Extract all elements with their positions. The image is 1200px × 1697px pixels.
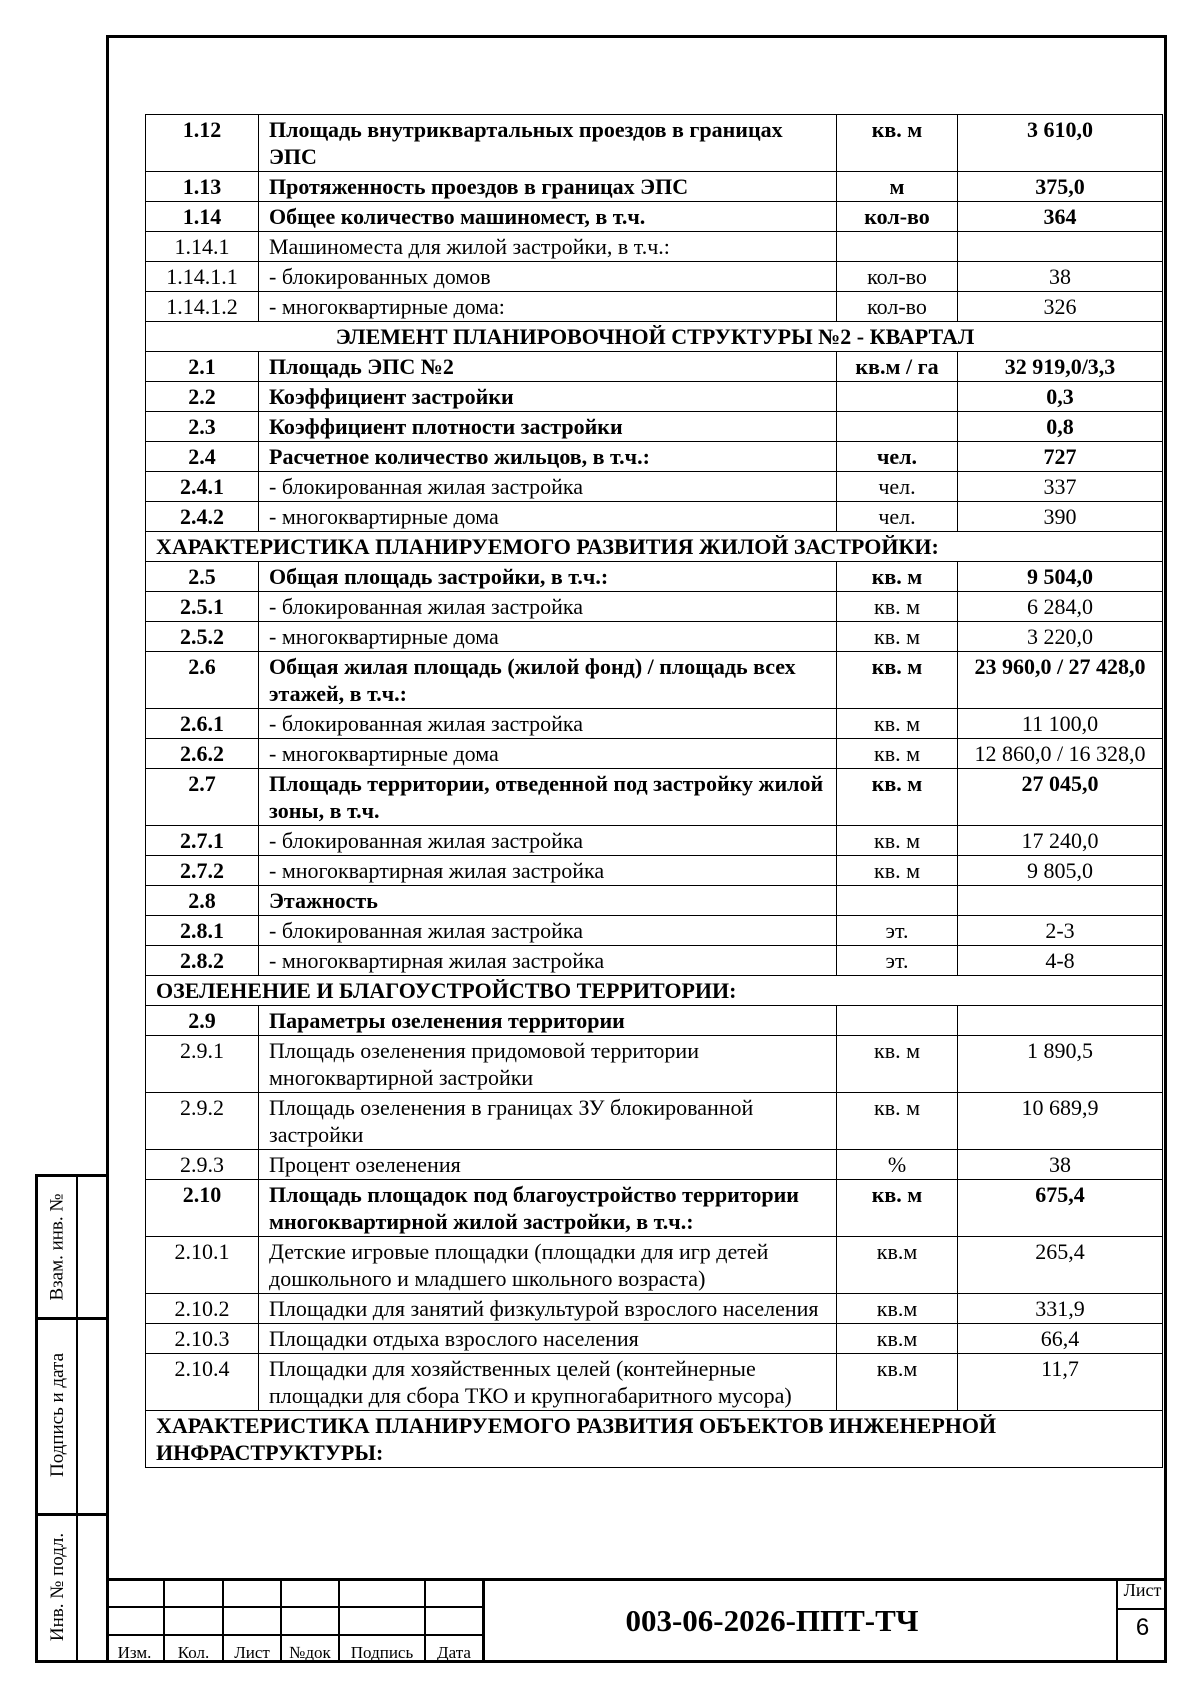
row-unit: кол-во bbox=[837, 262, 958, 292]
row-unit: эт. bbox=[837, 916, 958, 946]
row-unit: кв. м bbox=[837, 739, 958, 769]
row-number: 2.8 bbox=[146, 886, 259, 916]
row-value: 23 960,0 / 27 428,0 bbox=[958, 652, 1163, 709]
row-unit: кв. м bbox=[837, 709, 958, 739]
row-name: Общая жилая площадь (жилой фонд) / площадь всех этажей, в т.ч.: bbox=[259, 652, 837, 709]
row-value: 11 100,0 bbox=[958, 709, 1163, 739]
row-unit: кв.м bbox=[837, 1324, 958, 1354]
row-unit bbox=[837, 1006, 958, 1036]
row-unit: эт. bbox=[837, 946, 958, 976]
row-number: 2.6.2 bbox=[146, 739, 259, 769]
row-unit: кв. м bbox=[837, 1093, 958, 1150]
table-row bbox=[146, 592, 1163, 622]
side-stamp-podpis-label: Подпись и дата bbox=[47, 1352, 68, 1478]
table-row bbox=[146, 292, 1163, 322]
row-unit: кол-во bbox=[837, 292, 958, 322]
section-header-row bbox=[146, 976, 1163, 1006]
row-number: 2.6.1 bbox=[146, 709, 259, 739]
table-row bbox=[146, 1294, 1163, 1324]
stamp-label-data: Дата bbox=[437, 1643, 471, 1662]
row-unit: кв.м / га bbox=[837, 352, 958, 382]
document-code: 003-06-2026-ППТ-ТЧ bbox=[625, 1602, 919, 1638]
stamp-label-podpis: Подпись bbox=[350, 1643, 414, 1662]
row-value: 331,9 bbox=[958, 1294, 1163, 1324]
row-number: 2.10.2 bbox=[146, 1294, 259, 1324]
table-row bbox=[146, 382, 1163, 412]
row-unit: % bbox=[837, 1150, 958, 1180]
table-row bbox=[146, 1006, 1163, 1036]
row-name: Коэффициент плотности застройки bbox=[259, 412, 837, 442]
table-row bbox=[146, 1354, 1163, 1411]
table-row bbox=[146, 622, 1163, 652]
row-value: 38 bbox=[958, 1150, 1163, 1180]
row-number: 2.10.1 bbox=[146, 1237, 259, 1294]
row-value: 12 860,0 / 16 328,0 bbox=[958, 739, 1163, 769]
table-row bbox=[146, 115, 1163, 172]
row-number: 2.4 bbox=[146, 442, 259, 472]
row-value: 3 610,0 bbox=[958, 115, 1163, 172]
table-row bbox=[146, 946, 1163, 976]
section-header-row bbox=[146, 322, 1163, 352]
row-unit bbox=[837, 382, 958, 412]
row-unit: кв. м bbox=[837, 622, 958, 652]
row-number: 2.9.1 bbox=[146, 1036, 259, 1093]
table-row bbox=[146, 856, 1163, 886]
row-value: 38 bbox=[958, 262, 1163, 292]
table-row bbox=[146, 442, 1163, 472]
table-row bbox=[146, 916, 1163, 946]
table-row bbox=[146, 1036, 1163, 1093]
row-name: - многоквартирные дома bbox=[259, 622, 837, 652]
row-number: 2.4.1 bbox=[146, 472, 259, 502]
table-row bbox=[146, 1324, 1163, 1354]
table-row bbox=[146, 1180, 1163, 1237]
row-value: 66,4 bbox=[958, 1324, 1163, 1354]
row-number: 2.9.2 bbox=[146, 1093, 259, 1150]
row-number: 1.13 bbox=[146, 172, 259, 202]
row-number: 1.12 bbox=[146, 115, 259, 172]
row-name: Площадки для хозяйственных целей (контейнерные площадки для сбора ТКО и крупногабаритного мусора) bbox=[259, 1354, 837, 1411]
section-header-row bbox=[146, 1411, 1163, 1468]
row-number: 2.1 bbox=[146, 352, 259, 382]
row-value: 9 504,0 bbox=[958, 562, 1163, 592]
row-number: 2.2 bbox=[146, 382, 259, 412]
row-value: 727 bbox=[958, 442, 1163, 472]
row-name: Площадь территории, отведенной под застройку жилой зоны, в т.ч. bbox=[259, 769, 837, 826]
row-unit: кв. м bbox=[837, 856, 958, 886]
row-name: Параметры озеленения территории bbox=[259, 1006, 837, 1036]
row-value: 326 bbox=[958, 292, 1163, 322]
table-row bbox=[146, 1237, 1163, 1294]
row-number: 2.4.2 bbox=[146, 502, 259, 532]
row-unit bbox=[837, 412, 958, 442]
row-unit: кв. м bbox=[837, 592, 958, 622]
row-name: - блокированная жилая застройка bbox=[259, 592, 837, 622]
row-unit: кв.м bbox=[837, 1354, 958, 1411]
row-value: 675,4 bbox=[958, 1180, 1163, 1237]
side-stamp-vzam-label: Взам. инв. № bbox=[47, 1193, 69, 1301]
row-unit: кол-во bbox=[837, 202, 958, 232]
row-number: 2.5.2 bbox=[146, 622, 259, 652]
row-number: 2.7.2 bbox=[146, 856, 259, 886]
row-unit: м bbox=[837, 172, 958, 202]
row-name: Площадь озеленения в границах ЗУ блокированной застройки bbox=[259, 1093, 837, 1150]
row-number: 2.5.1 bbox=[146, 592, 259, 622]
row-unit: кв. м bbox=[837, 769, 958, 826]
table-row bbox=[146, 412, 1163, 442]
row-name: - многоквартирные дома bbox=[259, 739, 837, 769]
stamp-label-list: Лист bbox=[234, 1643, 270, 1662]
table-row bbox=[146, 562, 1163, 592]
table-row bbox=[146, 709, 1163, 739]
row-number: 2.5 bbox=[146, 562, 259, 592]
section-title: ХАРАКТЕРИСТИКА ПЛАНИРУЕМОГО РАЗВИТИЯ ОБЪЕКТОВ ИНЖЕНЕРНОЙ ИНФРАСТРУКТУРЫ: bbox=[146, 1411, 1163, 1468]
row-unit: чел. bbox=[837, 472, 958, 502]
row-number: 2.8.2 bbox=[146, 946, 259, 976]
row-unit: чел. bbox=[837, 442, 958, 472]
row-unit: кв. м bbox=[837, 1036, 958, 1093]
row-name: Протяженность проездов в границах ЭПС bbox=[259, 172, 837, 202]
row-name: Площадь внутриквартальных проездов в границах ЭПС bbox=[259, 115, 837, 172]
row-value: 265,4 bbox=[958, 1237, 1163, 1294]
row-name: Площадь площадок под благоустройство территории многоквартирной жилой застройки, в т.ч.: bbox=[259, 1180, 837, 1237]
table-row bbox=[146, 502, 1163, 532]
row-value: 337 bbox=[958, 472, 1163, 502]
section-title: ЭЛЕМЕНТ ПЛАНИРОВОЧНОЙ СТРУКТУРЫ №2 - КВАРТАЛ bbox=[146, 322, 1163, 352]
table-row bbox=[146, 652, 1163, 709]
row-number: 1.14.1 bbox=[146, 232, 259, 262]
row-unit: кв.м bbox=[837, 1237, 958, 1294]
row-value: 364 bbox=[958, 202, 1163, 232]
row-name: Машиноместа для жилой застройки, в т.ч.: bbox=[259, 232, 837, 262]
row-name: Коэффициент застройки bbox=[259, 382, 837, 412]
section-header-row bbox=[146, 532, 1163, 562]
row-unit: кв. м bbox=[837, 562, 958, 592]
side-stamp-vzam bbox=[35, 1174, 106, 1320]
row-value: 2-3 bbox=[958, 916, 1163, 946]
row-number: 2.7 bbox=[146, 769, 259, 826]
table-row bbox=[146, 232, 1163, 262]
row-value: 10 689,9 bbox=[958, 1093, 1163, 1150]
row-unit: кв. м bbox=[837, 826, 958, 856]
row-value: 17 240,0 bbox=[958, 826, 1163, 856]
stamp-label-kol: Кол. bbox=[177, 1643, 210, 1662]
row-value: 375,0 bbox=[958, 172, 1163, 202]
title-block bbox=[106, 1578, 1167, 1663]
table-row bbox=[146, 1150, 1163, 1180]
stamp-label-izm: Изм. bbox=[117, 1643, 152, 1662]
stamp-label-ndok: №док bbox=[289, 1643, 331, 1662]
row-name: Площадь ЭПС №2 bbox=[259, 352, 837, 382]
row-number: 2.3 bbox=[146, 412, 259, 442]
row-value: 9 805,0 bbox=[958, 856, 1163, 886]
section-title: ОЗЕЛЕНЕНИЕ И БЛАГОУСТРОЙСТВО ТЕРРИТОРИИ: bbox=[146, 976, 1163, 1006]
row-value bbox=[958, 886, 1163, 916]
row-name: Площадки для занятий физкультурой взрослого населения bbox=[259, 1294, 837, 1324]
row-number: 2.8.1 bbox=[146, 916, 259, 946]
row-value: 390 bbox=[958, 502, 1163, 532]
row-value: 27 045,0 bbox=[958, 769, 1163, 826]
side-stamp-podpis bbox=[35, 1317, 106, 1516]
row-unit: чел. bbox=[837, 502, 958, 532]
indicators-table bbox=[145, 114, 1163, 1468]
sheet-number: 6 bbox=[1135, 1614, 1150, 1641]
row-value: 0,3 bbox=[958, 382, 1163, 412]
row-name: Общее количество машиномест, в т.ч. bbox=[259, 202, 837, 232]
table-row bbox=[146, 826, 1163, 856]
row-unit: кв.м bbox=[837, 1294, 958, 1324]
table-row bbox=[146, 472, 1163, 502]
row-name: Расчетное количество жильцов, в т.ч.: bbox=[259, 442, 837, 472]
row-value: 4-8 bbox=[958, 946, 1163, 976]
table-row bbox=[146, 172, 1163, 202]
table-row bbox=[146, 202, 1163, 232]
row-number: 2.7.1 bbox=[146, 826, 259, 856]
row-name: - блокированных домов bbox=[259, 262, 837, 292]
row-name: Площадки отдыха взрослого населения bbox=[259, 1324, 837, 1354]
row-value: 0,8 bbox=[958, 412, 1163, 442]
row-name: - многоквартирная жилая застройка bbox=[259, 946, 837, 976]
table-row bbox=[146, 739, 1163, 769]
row-name: Этажность bbox=[259, 886, 837, 916]
table-body bbox=[146, 115, 1163, 1468]
row-unit: кв. м bbox=[837, 652, 958, 709]
row-name: Общая площадь застройки, в т.ч.: bbox=[259, 562, 837, 592]
row-value: 1 890,5 bbox=[958, 1036, 1163, 1093]
table-row bbox=[146, 352, 1163, 382]
table-row bbox=[146, 1093, 1163, 1150]
row-name: Процент озеленения bbox=[259, 1150, 837, 1180]
row-number: 1.14 bbox=[146, 202, 259, 232]
row-value: 11,7 bbox=[958, 1354, 1163, 1411]
row-name: - блокированная жилая застройка bbox=[259, 916, 837, 946]
row-unit: кв. м bbox=[837, 1180, 958, 1237]
row-name: - многоквартирные дома: bbox=[259, 292, 837, 322]
side-stamp-inv-label: Инв. № подл. bbox=[47, 1532, 69, 1641]
row-unit bbox=[837, 886, 958, 916]
row-number: 2.9.3 bbox=[146, 1150, 259, 1180]
side-stamp-inv bbox=[35, 1513, 106, 1663]
row-value: 6 284,0 bbox=[958, 592, 1163, 622]
row-name: - блокированная жилая застройка bbox=[259, 826, 837, 856]
row-value: 32 919,0/3,3 bbox=[958, 352, 1163, 382]
row-value bbox=[958, 232, 1163, 262]
row-unit bbox=[837, 232, 958, 262]
table-row bbox=[146, 262, 1163, 292]
row-number: 2.9 bbox=[146, 1006, 259, 1036]
row-number: 2.10.4 bbox=[146, 1354, 259, 1411]
section-title: ХАРАКТЕРИСТИКА ПЛАНИРУЕМОГО РАЗВИТИЯ ЖИЛОЙ ЗАСТРОЙКИ: bbox=[146, 532, 1163, 562]
row-name: Площадь озеленения придомовой территории многоквартирной застройки bbox=[259, 1036, 837, 1093]
table-row bbox=[146, 886, 1163, 916]
row-value bbox=[958, 1006, 1163, 1036]
row-name: - многоквартирная жилая застройка bbox=[259, 856, 837, 886]
row-name: - блокированная жилая застройка bbox=[259, 472, 837, 502]
row-number: 2.10 bbox=[146, 1180, 259, 1237]
row-name: - блокированная жилая застройка bbox=[259, 709, 837, 739]
row-number: 2.10.3 bbox=[146, 1324, 259, 1354]
row-value: 3 220,0 bbox=[958, 622, 1163, 652]
row-number: 1.14.1.1 bbox=[146, 262, 259, 292]
sheet-label: Лист bbox=[1123, 1580, 1162, 1600]
row-number: 1.14.1.2 bbox=[146, 292, 259, 322]
table-row bbox=[146, 769, 1163, 826]
row-number: 2.6 bbox=[146, 652, 259, 709]
row-name: - многоквартирные дома bbox=[259, 502, 837, 532]
row-unit: кв. м bbox=[837, 115, 958, 172]
row-name: Детские игровые площадки (площадки для игр детей дошкольного и младшего школьного возраста) bbox=[259, 1237, 837, 1294]
